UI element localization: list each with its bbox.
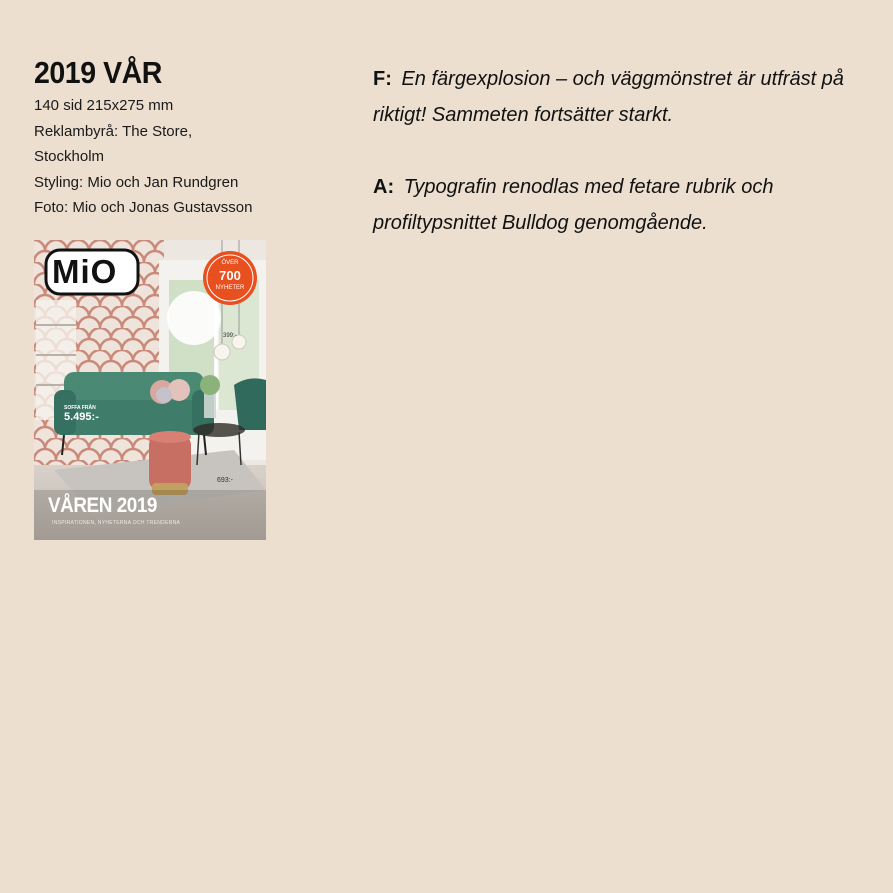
- details-list: [34, 93, 294, 221]
- cover-headline: VÅREN 2019: [48, 494, 157, 517]
- page-title: 2019 VÅR: [34, 55, 162, 90]
- cover-lamp-price: 399:-: [223, 333, 237, 339]
- notes-column: [373, 61, 873, 241]
- note-label: A:: [373, 176, 395, 198]
- detail-line: Foto: Mio och Jonas Gustavsson: [34, 199, 253, 216]
- note-text: Typografin renodlas med fetare rubrik och profiltypsnittet Bulldog genomgående.: [373, 176, 774, 234]
- catalog-cover-image: [34, 240, 266, 540]
- cover-tagline: INSPIRATIONEN, NYHETERNA OCH TRENDERNA: [52, 520, 181, 526]
- note-label: F:: [373, 68, 392, 90]
- detail-line: Reklambyrå: The Store,: [34, 122, 193, 140]
- detail-line: 140 sid 215x275 mm: [34, 97, 174, 114]
- cover-logo: MiO: [52, 253, 118, 290]
- note-paragraph: [373, 169, 873, 241]
- cover-sofa-label: SOFFA FRÅN: [64, 405, 96, 411]
- detail-line: Stockholm: [34, 148, 105, 165]
- cover-sofa-price: 5.495:-: [64, 411, 99, 423]
- cover-badge-number: 700: [219, 268, 241, 283]
- info-column: [34, 56, 294, 221]
- cover-badge-bottom: NYHETER: [215, 285, 245, 291]
- cover-table-price: 693:-: [217, 477, 233, 484]
- cover-badge-top: ÖVER: [221, 260, 239, 266]
- note-text: En färgexplosion – och väggmönstret är utfräst på riktigt! Sammeten fortsätter starkt.: [373, 68, 844, 126]
- note-paragraph: [373, 61, 873, 133]
- detail-line: Styling: Mio och Jan Rundgren: [34, 173, 239, 191]
